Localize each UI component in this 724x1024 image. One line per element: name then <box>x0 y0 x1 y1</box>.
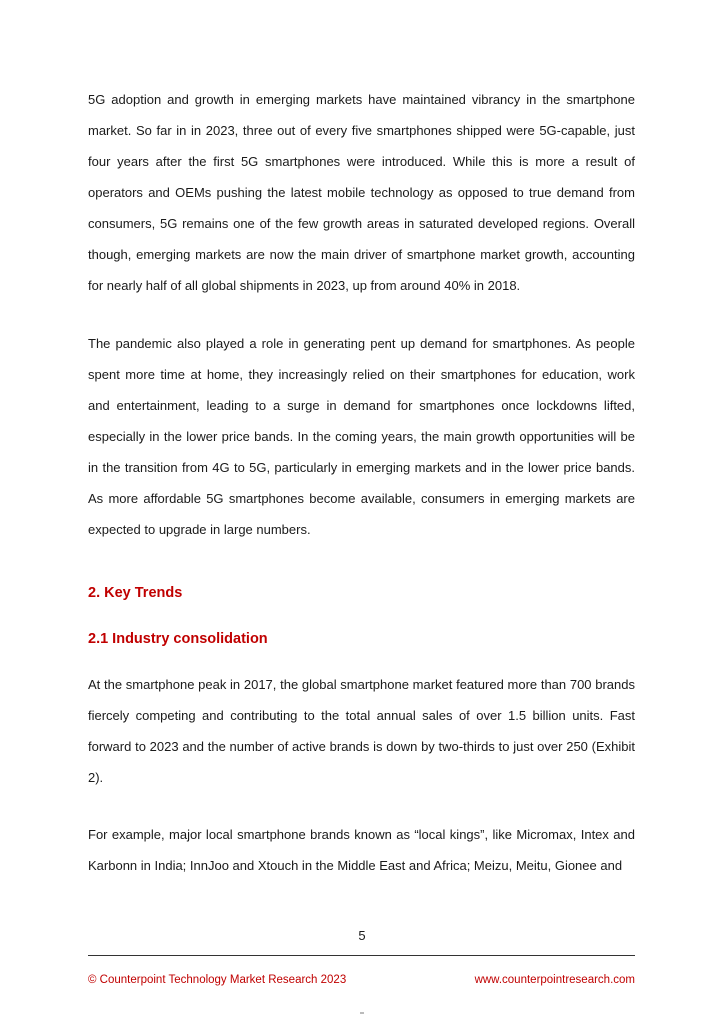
heading-spacer <box>88 603 635 629</box>
paragraph-spacer <box>88 301 635 328</box>
section-heading: 2. Key Trends <box>88 585 183 601</box>
page-mark <box>360 1012 364 1014</box>
document-body <box>88 84 635 881</box>
footer-website-link[interactable]: www.counterpointresearch.com <box>474 974 635 986</box>
body-paragraph-2: The pandemic also played a role in generating pent up demand for smartphones. As people spent more time at home, they increasingly relied on their smartphones for education, work and entertainment, leading to a surge in demand for smartphones once lockdowns lifted, especially in the lower price bands. In the coming years, the main growth opportunities will be in the transition from 4G to 5G, particularly in emerging markets and in the lower price bands. As more affordable 5G smartphones become available, consumers in emerging markets are expected to upgrade in large numbers. <box>88 336 635 537</box>
body-paragraph-1: 5G adoption and growth in emerging markets have maintained vibrancy in the smartphone market. So far in in 2023, three out of every five smartphones shipped were 5G-capable, just four years after the first 5G smartphones were introduced. While this is more a result of operators and OEMs pushing the latest mobile technology as opposed to true demand from consumers, 5G remains one of the few growth areas in saturated developed regions. Overall though, emerging markets are now the main driver of smartphone market growth, accounting for nearly half of all global shipments in 2023, up from around 40% in 2018. <box>88 92 635 293</box>
body-paragraph-3: At the smartphone peak in 2017, the global smartphone market featured more than 700 brands fiercely competing and contributing to the total annual sales of over 1.5 billion units. Fast forward to 2023 and the number of active brands is down by two-thirds to just over 250 (Exhibit 2). <box>88 677 635 785</box>
footer <box>88 974 635 986</box>
subsection-heading: 2.1 Industry consolidation <box>88 631 268 647</box>
page-number: 5 <box>358 928 366 943</box>
heading-spacer <box>88 649 635 669</box>
body-paragraph-4: For example, major local smartphone brands known as “local kings”, like Micromax, Intex and Karbonn in India; InnJoo and Xtouch in the Middle East and Africa; Meizu, Meitu, Gionee and <box>88 827 635 873</box>
paragraph-spacer <box>88 793 635 819</box>
footer-copyright: © Counterpoint Technology Market Research 2023 <box>88 974 347 986</box>
footer-divider <box>88 955 635 956</box>
section-spacer <box>88 545 635 583</box>
